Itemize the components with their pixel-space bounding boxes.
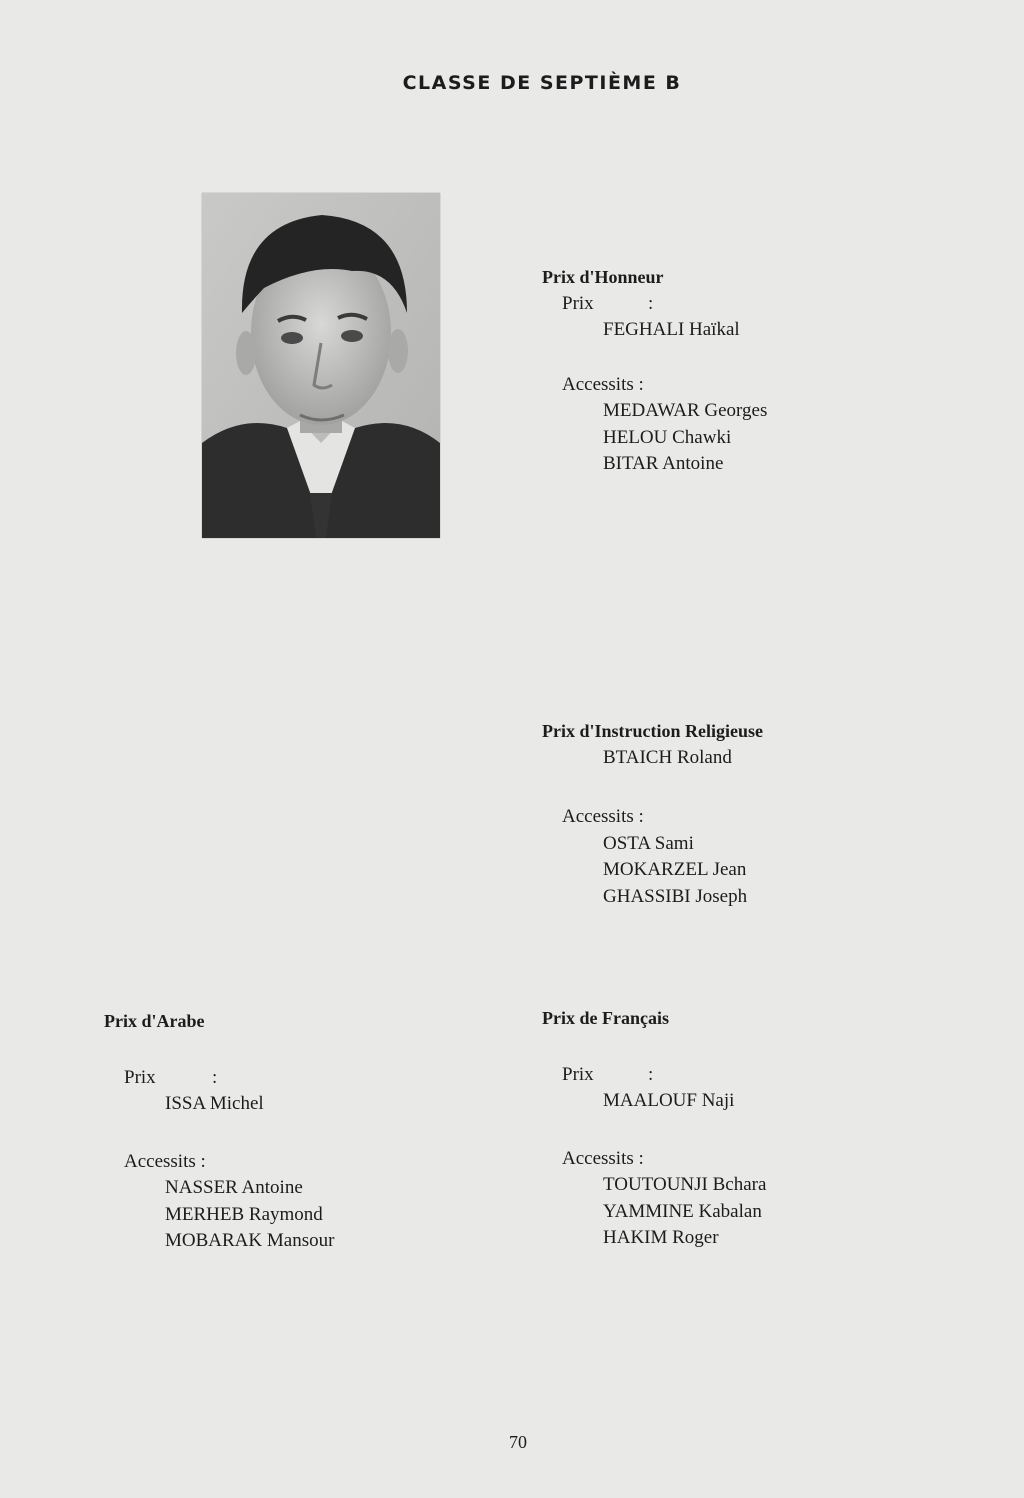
prix-label: Prix <box>562 292 594 314</box>
prix-francais-section <box>542 1005 766 1252</box>
accessits-label: Accessits : <box>562 806 644 827</box>
accessit-name: GHASSIBI Joseph <box>603 885 748 907</box>
prix-winner: ISSA Michel <box>165 1093 264 1114</box>
accessit-name: MERHEB Raymond <box>165 1203 323 1225</box>
prix-arabe-section <box>104 1008 334 1255</box>
accessit-name: MOKARZEL Jean <box>603 859 747 880</box>
accessit-name: TOUTOUNJI Bchara <box>603 1174 767 1195</box>
accessit-name: OSTA Sami <box>603 832 694 854</box>
accessit-name: MEDAWAR Georges <box>603 400 768 421</box>
accessit-name: BITAR Antoine <box>603 453 724 474</box>
prix-winner: MAALOUF Naji <box>603 1090 735 1111</box>
section-heading: Prix d'Instruction Religieuse <box>542 721 763 741</box>
accessit-name: MOBARAK Mansour <box>165 1230 335 1251</box>
prix-colon: : <box>648 292 654 314</box>
page-title: CLASSE DE SEPTIÈME B <box>402 72 682 94</box>
student-portrait-photo <box>202 193 440 538</box>
portrait-illustration <box>202 193 440 538</box>
section-heading: Prix d'Honneur <box>542 267 664 287</box>
prix-line <box>124 1065 334 1092</box>
accessit-name: YAMMINE Kabalan <box>603 1200 762 1222</box>
section-heading: Prix d'Arabe <box>104 1011 205 1031</box>
prix-religion-section <box>542 718 763 910</box>
accessit-name: NASSER Antoine <box>165 1177 303 1198</box>
page-number: 70 <box>509 1432 527 1452</box>
accessits-label: Accessits : <box>124 1150 206 1172</box>
prix-honneur-section <box>542 264 767 478</box>
prix-label: Prix <box>562 1063 594 1085</box>
accessit-name: HELOU Chawki <box>603 426 732 448</box>
prix-colon: : <box>212 1066 218 1088</box>
prix-line <box>562 291 767 318</box>
prix-colon: : <box>648 1063 654 1085</box>
prix-line <box>562 1062 766 1089</box>
prix-label: Prix <box>124 1066 156 1088</box>
prix-winner: FEGHALI Haïkal <box>603 319 740 340</box>
prix-winner: BTAICH Roland <box>603 746 732 768</box>
section-heading: Prix de Français <box>542 1008 669 1028</box>
accessits-label: Accessits : <box>562 1147 644 1169</box>
accessits-label: Accessits : <box>562 373 644 395</box>
accessit-name: HAKIM Roger <box>603 1227 719 1248</box>
